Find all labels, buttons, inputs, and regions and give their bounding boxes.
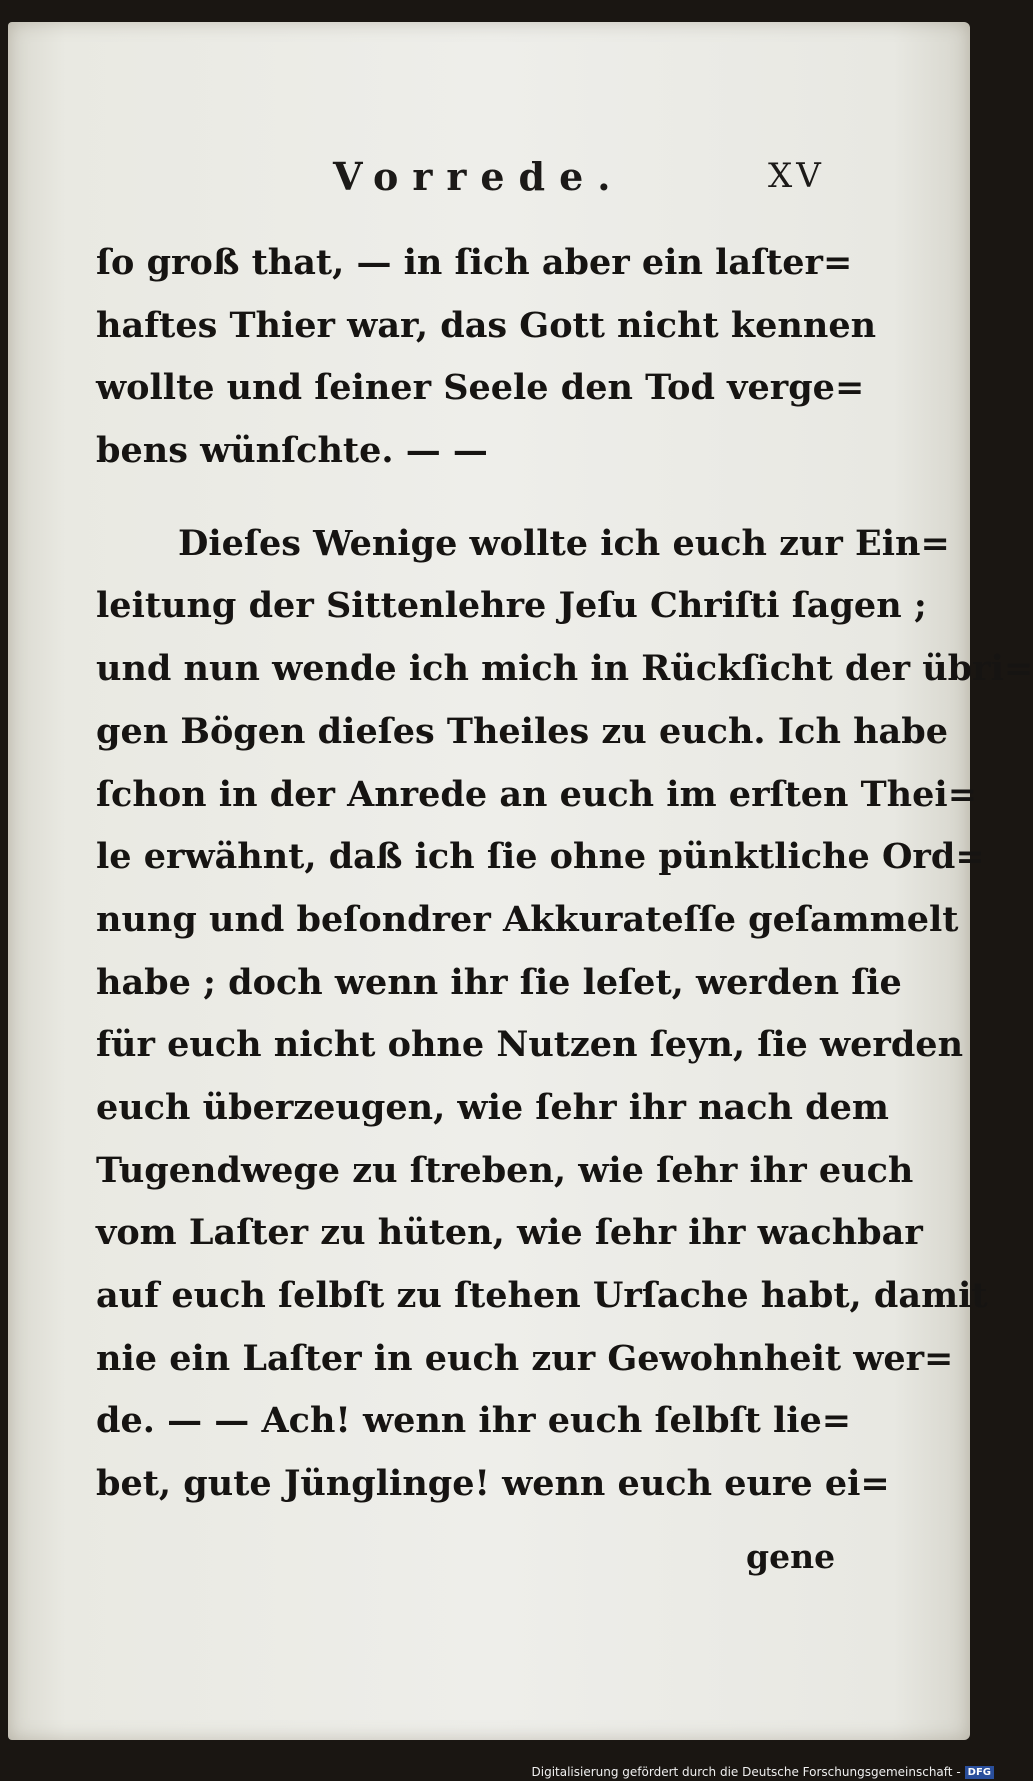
text-line: vom Laſter zu hüten, wie ſehr ihr wachbar xyxy=(96,1212,923,1254)
text-line: wollte und ſeiner Seele den Tod verge= xyxy=(96,367,865,409)
text-line: haftes Thier war, das Gott nicht kennen xyxy=(96,304,877,346)
text-line: ſo groß that, — in ſich aber ein laſter= xyxy=(96,242,853,283)
text-line: bet, gute Jünglinge! wenn euch eure ei= xyxy=(96,1463,890,1505)
text-line: Dieſes Wenige wollte ich euch zur Ein= xyxy=(178,522,950,564)
body-text xyxy=(96,232,1033,1516)
dfg-logo: DFG xyxy=(965,1766,994,1779)
text-line: euch überzeugen, wie ſehr ihr nach dem xyxy=(96,1086,889,1128)
text-line: de. — — Ach! wenn ihr euch ſelbſt lie= xyxy=(96,1400,852,1442)
text-line: Tugendwege zu ſtreben, wie ſehr ihr euch xyxy=(96,1149,914,1191)
text-line: für euch nicht ohne Nutzen ſeyn, ſie werden xyxy=(96,1024,964,1066)
text-line: le erwähnt, daß ich ſie ohne pünktliche Ord= xyxy=(96,836,985,878)
running-title: Vorrede. xyxy=(333,154,625,199)
catchword: gene xyxy=(746,1537,836,1576)
text-line: auf euch ſelbſt zu ſtehen Urſache habt, damit xyxy=(96,1275,988,1316)
digitization-credit xyxy=(532,1765,995,1779)
text-line: bens wünſchte. — — xyxy=(96,430,488,472)
page-number: XV xyxy=(768,156,825,196)
text-line: nie ein Laſter in euch zur Gewohnheit wer= xyxy=(96,1337,954,1379)
text-line: habe ; doch wenn ihr ſie leſet, werden ſie xyxy=(96,961,902,1003)
text-line: und nun wende ich mich in Rückſicht der übri= xyxy=(96,648,1033,690)
text-line: ſchon in der Anrede an euch im erſten Thei= xyxy=(96,773,978,815)
text-line: nung und beſondrer Akkurateſſe geſammelt xyxy=(96,898,959,940)
credit-text: Digitalisierung gefördert durch die Deutsche Forschungsgemeinschaft - xyxy=(531,1765,961,1779)
page-header xyxy=(8,154,970,198)
text-line: gen Bögen dieſes Theiles zu euch. Ich habe xyxy=(96,710,948,752)
text-line: leitung der Sittenlehre Jeſu Chriſti ſagen ; xyxy=(96,585,927,627)
book-page xyxy=(8,22,1033,1740)
